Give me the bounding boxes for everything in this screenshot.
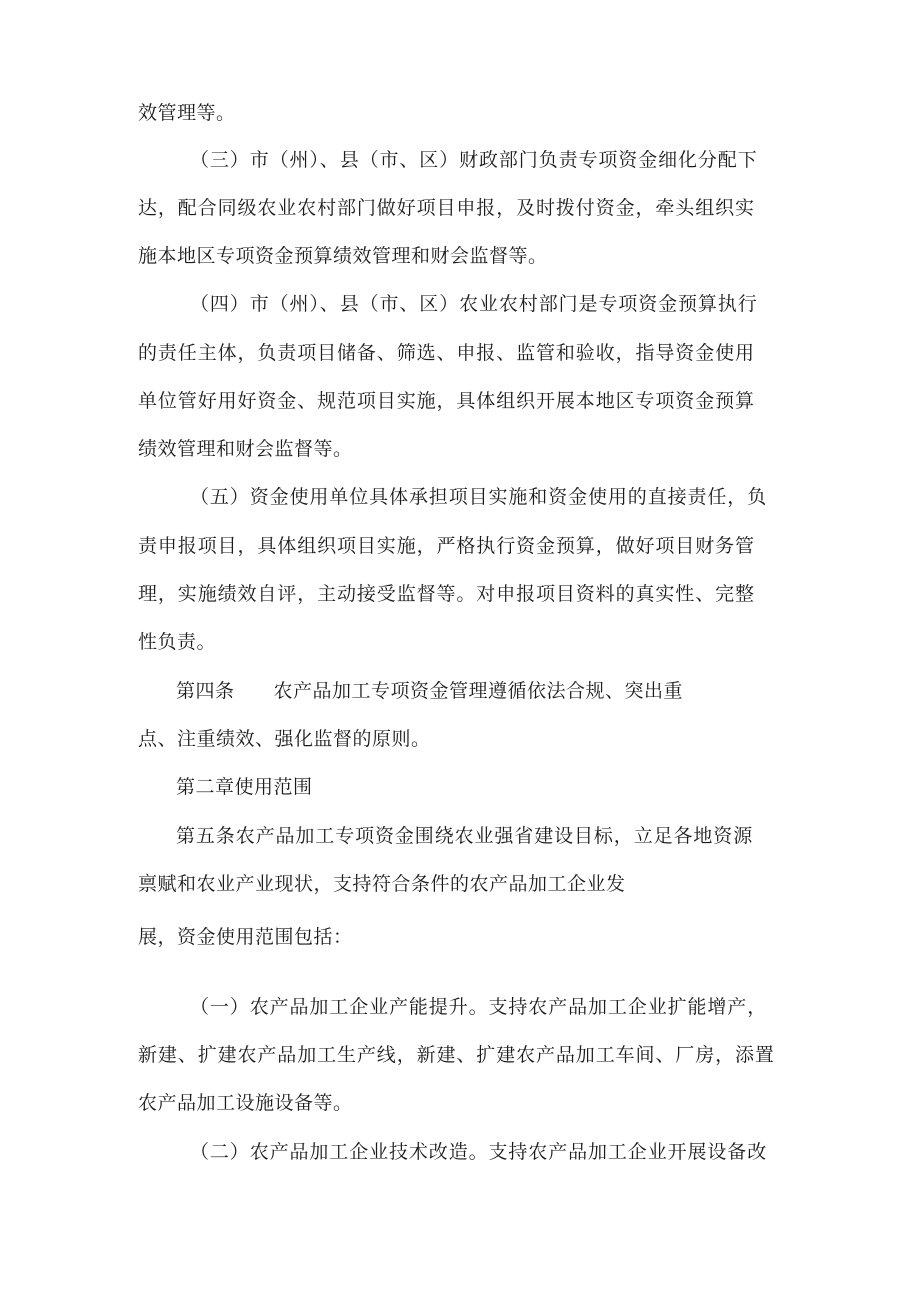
text-line: 展，资金使用范围包括： bbox=[138, 926, 353, 948]
text-line: 新建、扩建农产品加工生产线，新建、扩建农产品加工车间、厂房，添置 bbox=[138, 1044, 775, 1066]
article-heading: 第五条农产品加工专项资金围绕农业强省建设目标，立足各地资源 bbox=[176, 825, 754, 847]
text-line: 责申报项目，具体组织项目实施，严格执行资金预算，做好项目财务管 bbox=[138, 535, 755, 557]
text-line: （三）市（州）、县（市、区）财政部门负责专项资金细化分配下 bbox=[190, 149, 758, 171]
text-line: 达，配合同级农业农村部门做好项目申报，及时拨付资金，牵头组织实 bbox=[138, 197, 755, 219]
text-line: （五）资金使用单位具体承担项目实施和资金使用的直接责任，负 bbox=[190, 486, 768, 508]
text-line: （一）农产品加工企业产能提升。支持农产品加工企业扩能增产， bbox=[190, 996, 768, 1018]
text-line: （二）农产品加工企业技术改造。支持农产品加工企业开展设备改 bbox=[190, 1141, 768, 1163]
text-line: 效管理等。 bbox=[138, 102, 236, 124]
chapter-heading: 第二章使用范围 bbox=[176, 776, 313, 798]
text-line: （四）市（州）、县（市、区）农业农村部门是专项资金预算执行 bbox=[190, 293, 758, 315]
text-line: 点、注重绩效、强化监督的原则。 bbox=[138, 728, 431, 750]
text-line: 性负责。 bbox=[138, 631, 217, 653]
article-heading: 第四条 农产品加工专项资金管理遵循依法合规、突出重 bbox=[176, 680, 684, 702]
text-line: 禀赋和农业产业现状，支持符合条件的农产品加工企业发 bbox=[138, 873, 626, 895]
text-line: 单位管好用好资金、规范项目实施，具体组织开展本地区专项资金预算 bbox=[138, 390, 755, 412]
text-line: 的责任主体，负责项目储备、筛选、申报、监管和验收，指导资金使用 bbox=[138, 342, 755, 364]
text-line: 理，实施绩效自评，主动接受监督等。对申报项目资料的真实性、完整 bbox=[138, 583, 755, 605]
text-line: 绩效管理和财会监督等。 bbox=[138, 438, 353, 460]
text-line: 施本地区专项资金预算绩效管理和财会监督等。 bbox=[138, 245, 548, 267]
text-line: 农产品加工设施设备等。 bbox=[138, 1092, 353, 1114]
